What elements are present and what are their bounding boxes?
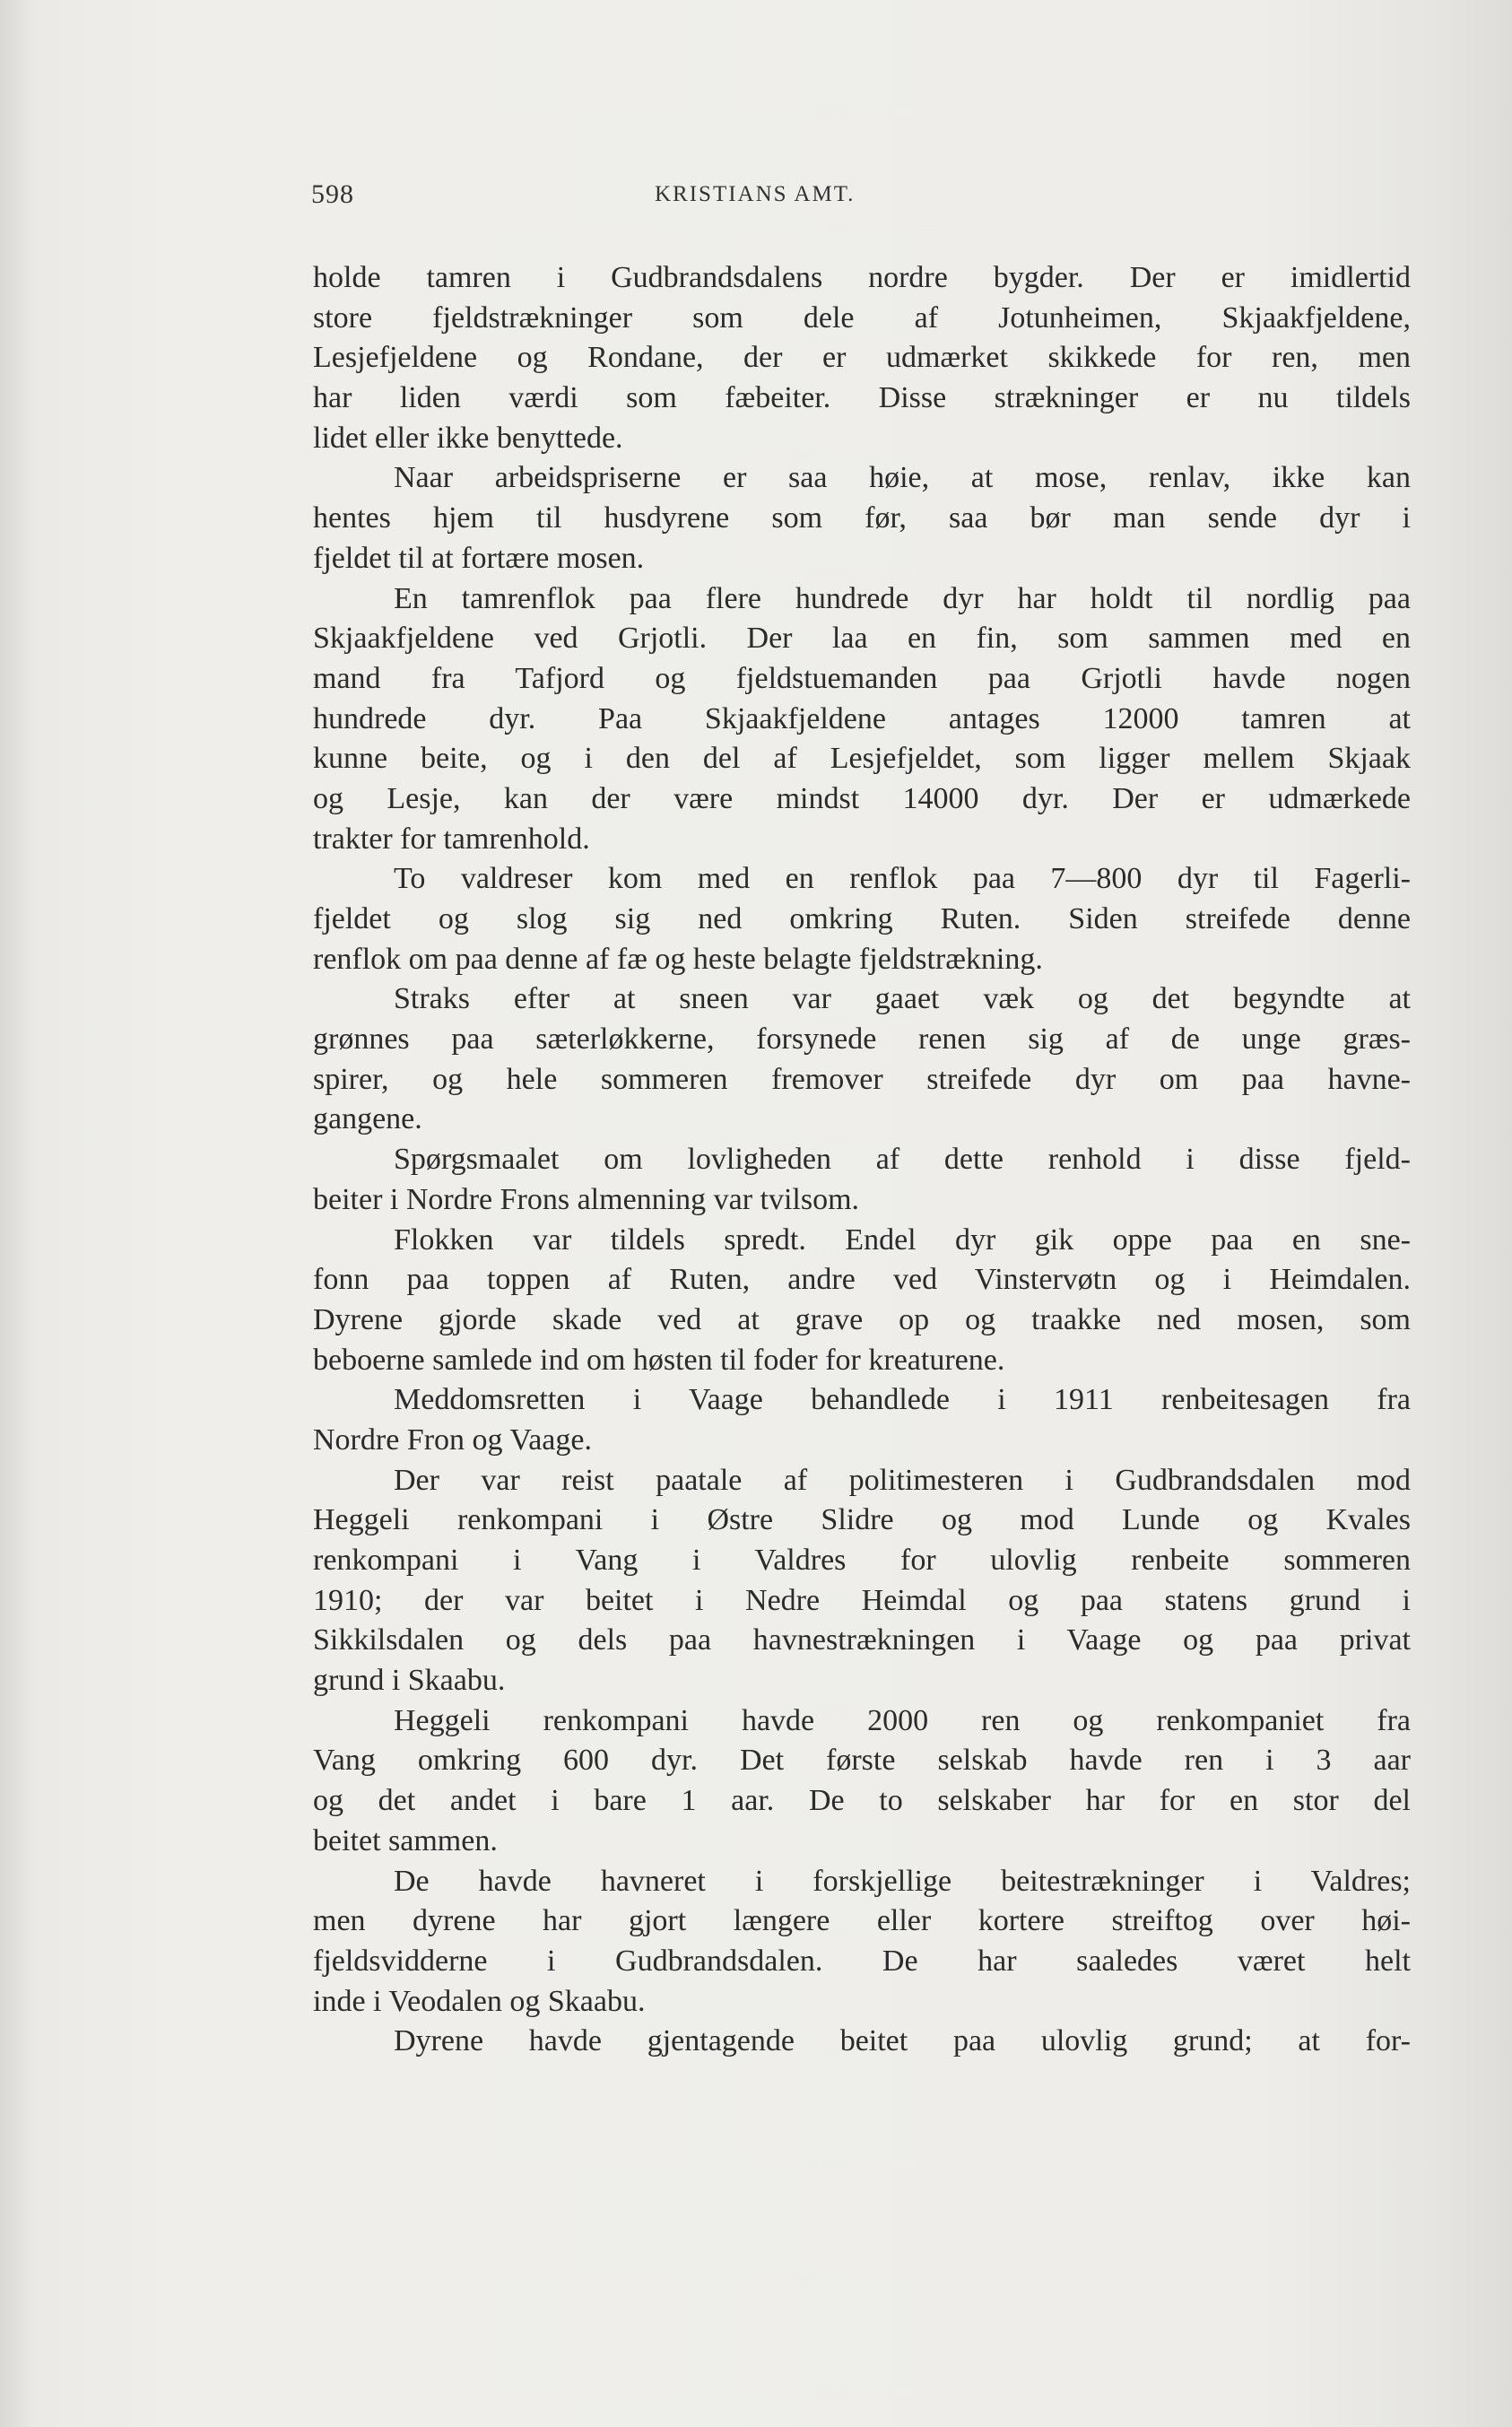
text-line: Sikkilsdalen og dels paa havnestrækningen i Vaage og paa privat [313,1623,1411,1657]
text-line: Flokken var tildels spredt. Endel dyr gik oppe paa en sne- [394,1222,1411,1257]
text-line: Naar arbeidspriserne er saa høie, at mose, renlav, ikke kan [394,461,1411,495]
text-line: gangene. [313,1102,422,1136]
page-header [311,179,988,215]
text-line: beitet sammen. [313,1823,498,1857]
text-line: beiter i Nordre Frons almenning var tvilsom. [313,1182,860,1216]
text-line: grund i Skaabu. [313,1664,506,1698]
text-line: De havde havneret i forskjellige beitestrækninger i Valdres; [394,1864,1411,1898]
text-line: 1910; der var beitet i Nedre Heimdal og paa statens grund i [313,1583,1411,1617]
text-line: Dyrene gjorde skade ved at grave op og traakke ned mosen, som [313,1302,1411,1336]
text-line: mand fra Tafjord og fjeldstuemanden paa Grjotli havde nogen [313,661,1411,695]
text-line: har liden værdi som fæbeiter. Disse strækninger er nu tildels [313,381,1411,415]
text-line: To valdreser kom med en renflok paa 7—800 dyr til Fagerli- [394,862,1411,896]
text-line: kunne beite, og i den del af Lesjefjeldet, som ligger mellem Skjaak [313,742,1411,776]
text-line: Heggeli renkompani i Østre Slidre og mod Lunde og Kvales [313,1503,1411,1537]
text-line: store fjeldstrækninger som dele af Jotunheimen, Skjaakfjeldene, [313,300,1411,335]
text-line: lidet eller ikke benyttede. [313,421,623,455]
page-number: 598 [311,179,354,209]
text-line: Der var reist paatale af politimesteren i Gudbrandsdalen mod [394,1463,1411,1497]
body-text [313,258,1411,2062]
text-line: renflok om paa denne af fæ og heste belagte fjeldstrækning. [313,942,1043,976]
text-line: Vang omkring 600 dyr. Det første selskab havde ren i 3 aar [313,1744,1411,1778]
text-line: beboerne samlede ind om høsten til foder for kreaturene. [313,1343,1005,1377]
text-line: fonn paa toppen af Ruten, andre ved Vinstervøtn og i Heimdalen. [313,1263,1411,1297]
text-line: En tamrenflok paa flere hundrede dyr har holdt til nordlig paa [394,581,1411,615]
text-line: og det andet i bare 1 aar. De to selskaber har for en stor del [313,1784,1411,1818]
text-line: Skjaakfjeldene ved Grjotli. Der laa en fin, som sammen med en [313,622,1411,656]
text-line: hentes hjem til husdyrene som før, saa bør man sende dyr i [313,501,1411,535]
text-line: trakter for tamrenhold. [313,822,590,856]
text-line: Lesjefjeldene og Rondane, der er udmærket skikkede for ren, men [313,341,1411,375]
text-line: spirer, og hele sommeren fremover streifede dyr om paa havne- [313,1062,1411,1096]
text-line: og Lesje, kan der være mindst 14000 dyr. Der er udmærkede [313,781,1411,815]
text-line: fjeldsvidderne i Gudbrandsdalen. De har saaledes været helt [313,1944,1411,1978]
text-line: men dyrene har gjort længere eller kortere streiftog over høi- [313,1904,1411,1938]
text-line: holde tamren i Gudbrandsdalens nordre bygder. Der er imidlertid [313,261,1411,294]
text-line: hundrede dyr. Paa Skjaakfjeldene antages 12000 tamren at [313,701,1411,735]
text-line: Nordre Fron og Vaage. [313,1422,592,1457]
text-line: inde i Veodalen og Skaabu. [313,1984,646,2018]
text-line: fjeldet til at fortære mosen. [313,541,645,575]
text-line: Dyrene havde gjentagende beitet paa ulovlig grund; at for- [394,2024,1411,2058]
running-head: KRISTIANS AMT. [655,182,856,206]
text-line: Heggeli renkompani havde 2000 ren og renkompaniet fra [394,1703,1411,1737]
text-line: Meddomsretten i Vaage behandlede i 1911 renbeitesagen fra [394,1383,1411,1417]
text-line: fjeldet og slog sig ned omkring Ruten. Siden streifede denne [313,902,1411,935]
text-line: grønnes paa sæterløkkerne, forsynede renen sig af de unge græs- [313,1022,1411,1057]
text-line: renkompani i Vang i Valdres for ulovlig renbeite sommeren [313,1544,1411,1577]
text-line: Spørgsmaalet om lovligheden af dette renhold i disse fjeld- [394,1143,1411,1177]
text-line: Straks efter at sneen var gaaet væk og det begyndte at [394,982,1411,1016]
